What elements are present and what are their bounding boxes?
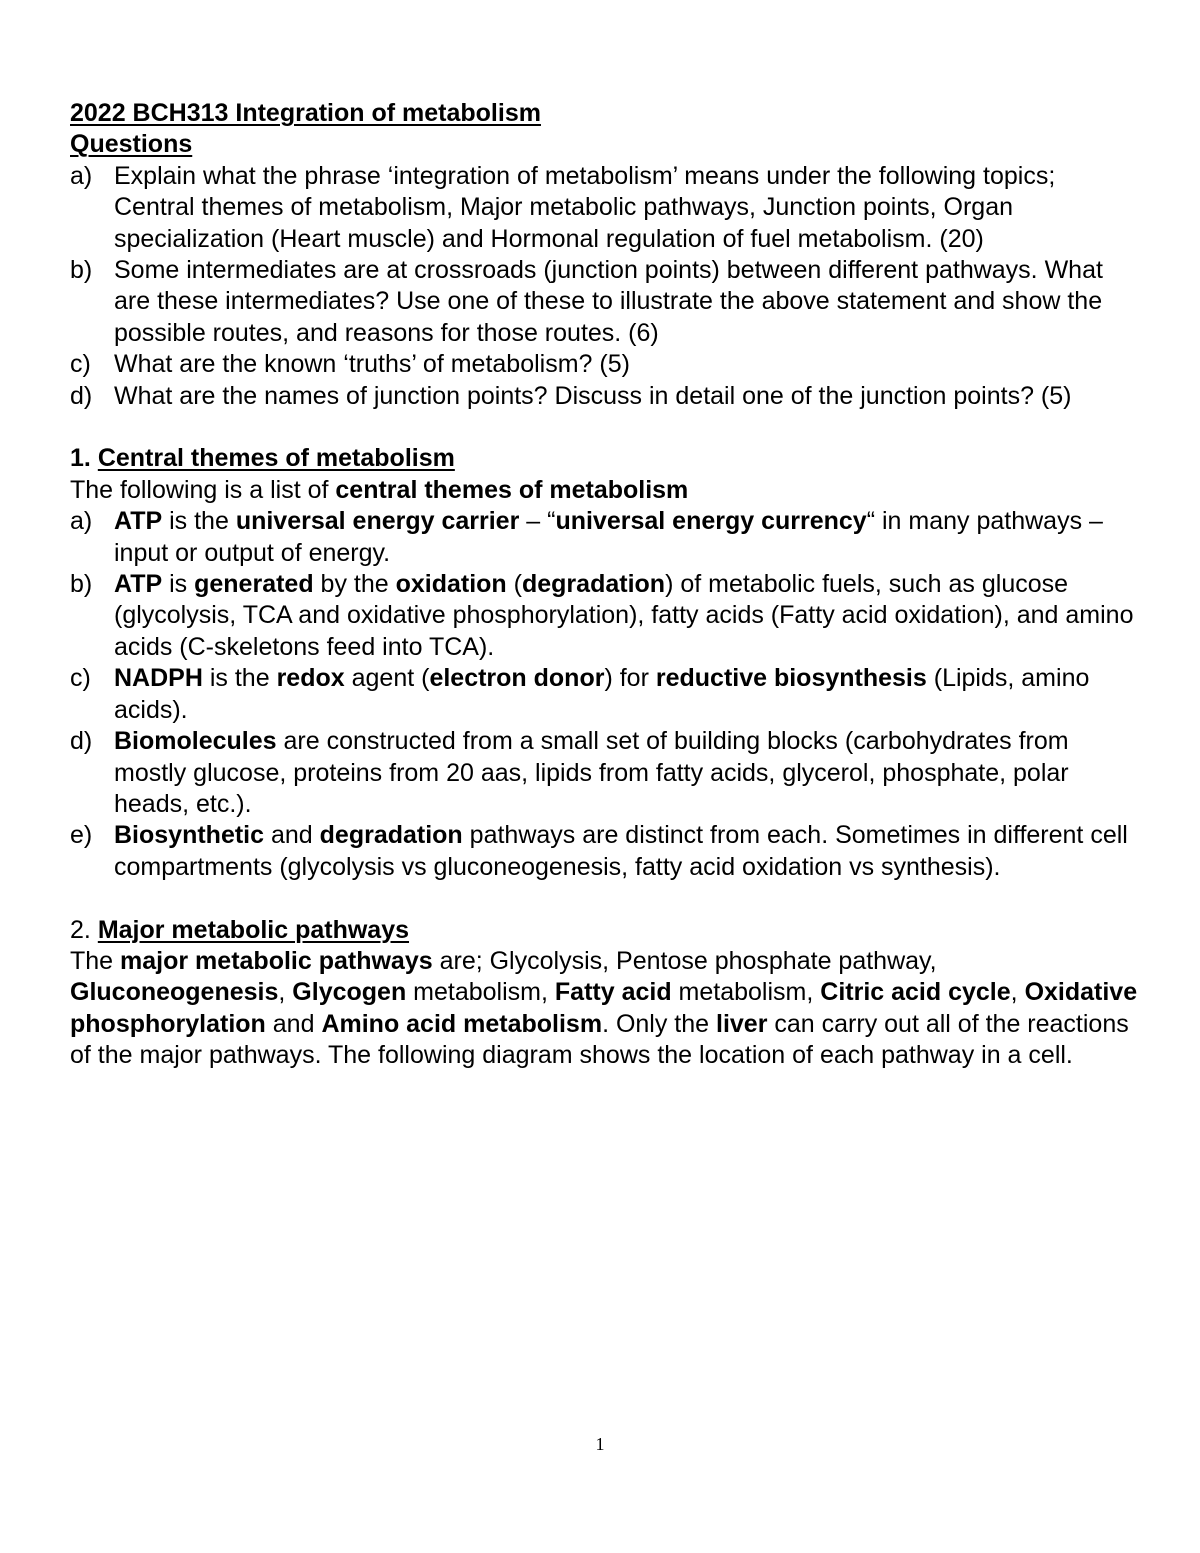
question-text: Explain what the phrase ‘integration of metabolism’ means under the following topics; Central themes of metabolism, Major metabolic pathways, Junction points, Organ specialization (Heart muscle) and Hormonal regulation of fuel metabolism. (20) xyxy=(114,161,1056,253)
text-run: “ in many pathways – input or output of energy. xyxy=(114,507,1103,567)
text-run: is the xyxy=(162,507,236,536)
page-number: 1 xyxy=(595,1434,605,1454)
bold-term: Fatty acid xyxy=(554,978,672,1007)
theme-text xyxy=(114,570,1133,661)
section-2-heading xyxy=(70,915,1140,946)
bold-term: Glycogen xyxy=(292,978,407,1007)
bold-term: NADPH xyxy=(114,664,203,693)
bold-term: ATP xyxy=(114,570,163,599)
bold-term: Oxidative phosphorylation xyxy=(70,978,1138,1038)
question-item xyxy=(70,349,1140,380)
bold-term: Biomolecules xyxy=(114,727,277,756)
list-marker: c) xyxy=(70,350,91,379)
text-run: ) for xyxy=(604,664,656,693)
text-run: pathways are distinct from each. Sometimes in different cell compartments (glycolysis vs gluconeogenesis, fatty acid oxidation vs synthesis). xyxy=(114,821,1128,881)
question-text: What are the known ‘truths’ of metabolism? (5) xyxy=(114,350,630,379)
bold-term: redox xyxy=(276,664,345,693)
intro-bold: central themes of metabolism xyxy=(335,475,689,504)
list-marker: a) xyxy=(70,507,93,536)
questions-heading: Questions xyxy=(70,130,193,159)
theme-item xyxy=(70,506,1140,569)
theme-text xyxy=(114,507,1103,566)
bold-term: Gluconeogenesis xyxy=(70,978,279,1007)
text-run: , xyxy=(1010,978,1025,1007)
bold-term: reductive biosynthesis xyxy=(655,664,927,693)
text-run: is the xyxy=(202,664,277,693)
document-title: 2022 BCH313 Integration of metabolism xyxy=(70,99,541,127)
section-1-intro xyxy=(70,475,1140,506)
text-run: can carry out all of the reactions of the major pathways. The following diagram shows the location of each pathway in a cell. xyxy=(70,1009,1129,1070)
bold-term: liver xyxy=(716,1009,768,1038)
text-run: agent ( xyxy=(344,664,430,693)
question-item xyxy=(70,255,1140,349)
text-run: and xyxy=(265,1009,322,1038)
bold-term: universal energy carrier xyxy=(235,507,520,536)
question-item xyxy=(70,161,1140,255)
list-marker: b) xyxy=(70,570,93,599)
theme-item xyxy=(70,569,1140,663)
section-number: 2. xyxy=(70,915,91,944)
text-run: and xyxy=(264,821,320,850)
section-2-paragraph xyxy=(70,946,1140,1072)
section-1-heading xyxy=(70,443,1140,474)
theme-item xyxy=(70,663,1140,726)
bold-term: Amino acid metabolism xyxy=(321,1009,603,1038)
question-text: Some intermediates are at crossroads (junction points) between different pathways. What are these intermediates? Use one of these to illustrate the above statement and show the possible routes, and reasons for those routes. (6) xyxy=(114,256,1103,347)
bold-term: major metabolic pathways xyxy=(120,946,433,975)
question-text: What are the names of junction points? Discuss in detail one of the junction points? (5) xyxy=(114,381,1072,410)
text-run: ) of metabolic fuels, such as glucose (glycolysis, TCA and oxidative phosphorylation), fatty acids (Fatty acid oxidation), and amino acids (C-skeletons feed into TCA). xyxy=(114,570,1134,661)
list-marker: b) xyxy=(70,256,93,285)
bold-term: generated xyxy=(194,570,314,599)
text-run: . Only the xyxy=(602,1009,717,1038)
text-run: by the xyxy=(313,570,396,599)
text-run: are constructed from a small set of building blocks (carbohydrates from mostly glucose, proteins from 20 aas, lipids from fatty acids, glycerol, phosphate, polar heads, etc.). xyxy=(114,727,1069,818)
bold-term: electron donor xyxy=(429,664,605,693)
text-run: are; Glycolysis, Pentose phosphate pathway, xyxy=(432,946,937,975)
bold-term: Biosynthetic xyxy=(114,821,265,850)
text-run: (Lipids, amino acids). xyxy=(114,664,1090,724)
bold-term: degradation xyxy=(319,821,463,850)
bold-term: oxidation xyxy=(395,570,507,599)
theme-text xyxy=(114,821,1128,880)
list-marker: d) xyxy=(70,727,93,756)
theme-text xyxy=(114,664,1089,723)
bold-term: degradation xyxy=(521,570,666,599)
text-run: is xyxy=(162,570,195,599)
themes-list xyxy=(70,506,1140,883)
section-title: Major metabolic pathways xyxy=(97,915,410,944)
theme-item xyxy=(70,820,1140,883)
text-run: , xyxy=(278,978,293,1007)
list-marker: d) xyxy=(70,381,93,410)
question-item xyxy=(70,381,1140,412)
list-marker: c) xyxy=(70,664,91,693)
section-number: 1. xyxy=(70,444,91,473)
text-run: The xyxy=(70,946,121,975)
section-title: Central themes of metabolism xyxy=(97,444,455,473)
text-run: metabolism, xyxy=(671,978,821,1007)
bold-term: ATP xyxy=(114,507,163,536)
spacer xyxy=(70,883,1140,914)
questions-list xyxy=(70,161,1140,412)
list-marker: a) xyxy=(70,161,93,190)
text-run: ( xyxy=(506,570,522,599)
list-marker: e) xyxy=(70,821,93,850)
bold-term: Citric acid cycle xyxy=(820,978,1011,1007)
theme-text xyxy=(114,727,1069,818)
spacer xyxy=(70,412,1140,443)
text-run: – “ xyxy=(519,507,556,536)
text-run: metabolism, xyxy=(406,978,555,1007)
intro-text: The following is a list of xyxy=(70,475,336,504)
theme-item xyxy=(70,726,1140,820)
document-page xyxy=(70,98,1140,1072)
bold-term: universal energy currency xyxy=(555,507,867,536)
